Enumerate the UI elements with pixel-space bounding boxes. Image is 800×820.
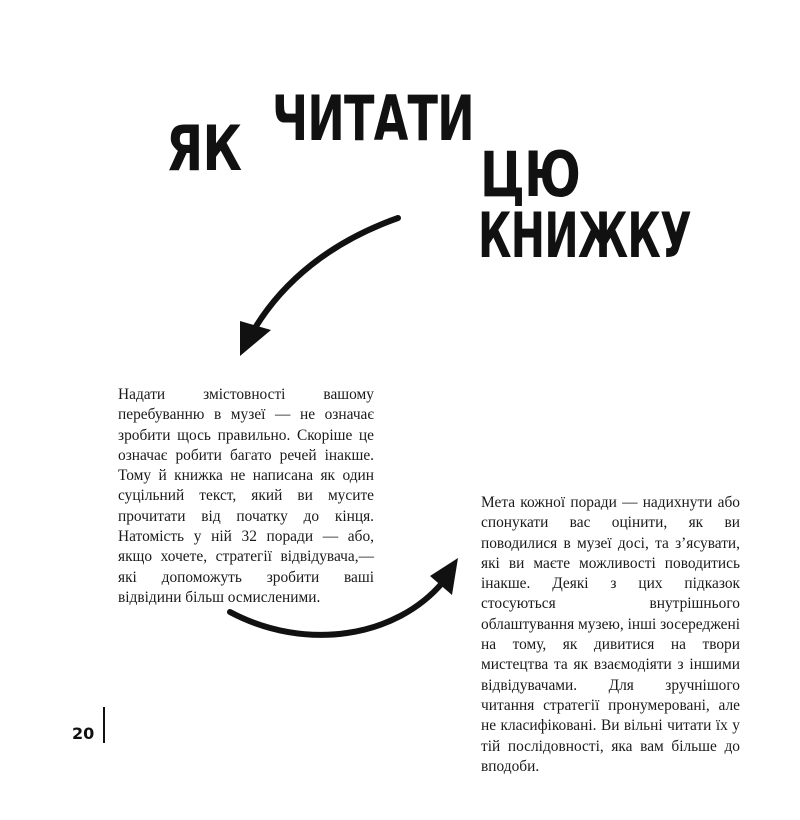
title-word-chytaty: ЧИТАТИ [272,82,474,155]
title-word-knyzhku: КНИЖКУ [478,199,692,272]
arrow-down-left-icon [240,218,398,356]
page-number-divider [103,707,105,743]
page-number: 20 [72,724,95,743]
paragraph-purpose: Мета кожної поради — надихнути або спонукати вас оцінити, як ви поводилися в музеї досі, та з’ясувати, які ви маєте можливості поводитись інакше. Деякі з цих підказок стосуються внутрішнього облаштування музею, інші зосереджені на тому, як дивитися на твори мистецтва та як взаємодіяти з іншими відвідувачами. Для зручнішого читання стратегії пронумеровані, але не класифіковані. Ви вільні читати їх у тій послідовності, яка вам більше до вподоби. [481,494,740,775]
title-word-yak: ЯК [166,112,242,185]
paragraph-intro: Надати змістовності вашому перебуванню в музеї — не означає зробити щось правильно. Скоріше це означає робити багато речей інакше. Тому й книжка не написана як один суцільний текст, який ви мусите прочитати від початку до кінця. Натомість у ній 32 поради — або, якщо хочете, стратегії відвідувача,— які допоможуть зробити ваші відвідини більш осмисленими. [118,386,374,606]
title-word-tsiu: ЦЮ [480,138,581,211]
